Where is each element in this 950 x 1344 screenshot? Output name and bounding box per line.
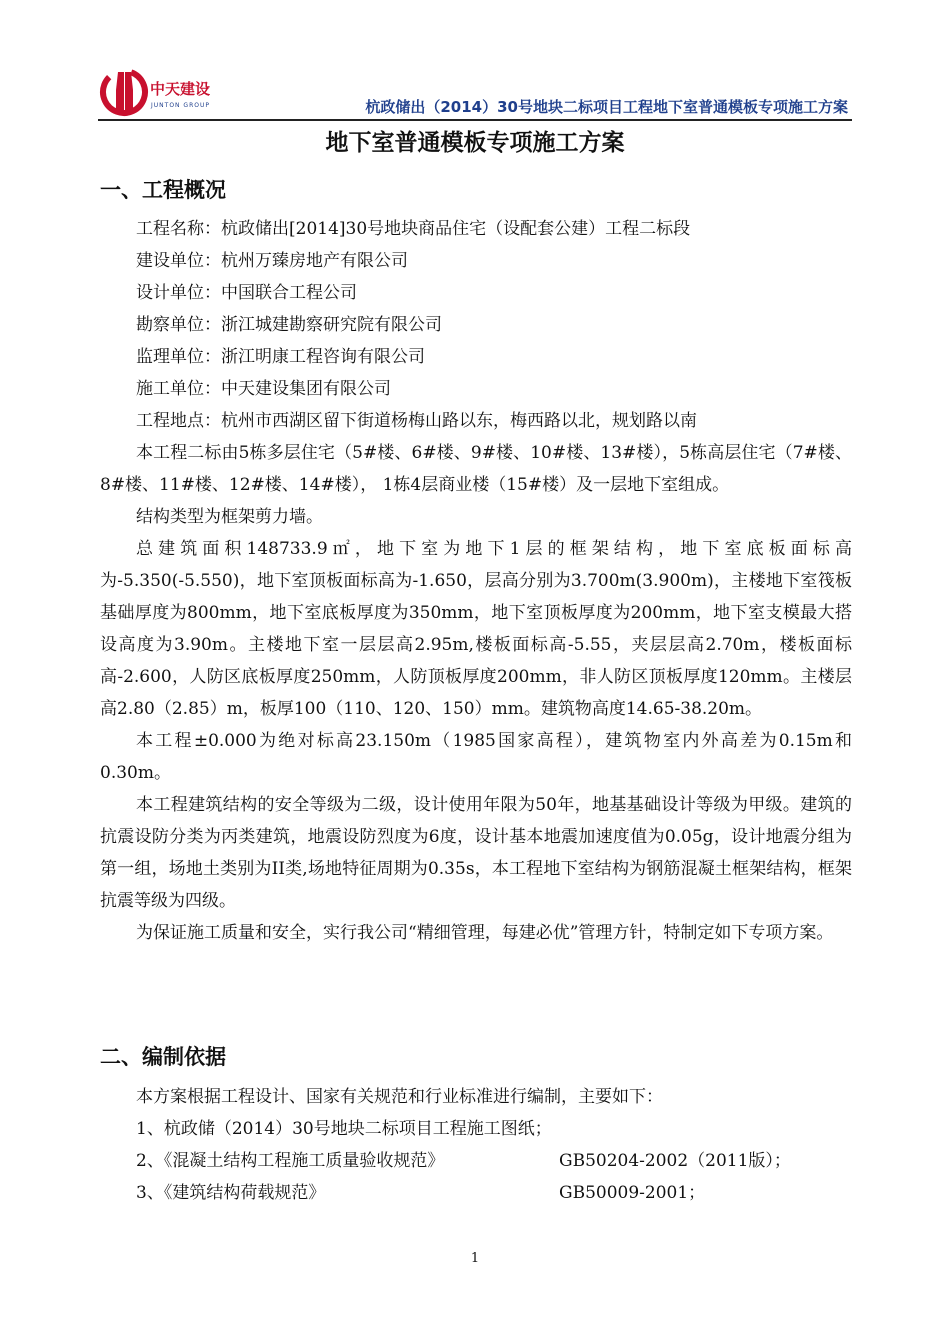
reference-title: 2、《混凝土结构工程施工质量验收规范》 [136, 1151, 445, 1171]
company-logo [98, 64, 238, 120]
page-number: 1 [470, 1251, 480, 1266]
reference-code: GB50204-2002（2011版）； [559, 1151, 791, 1171]
compilation-basis-body [100, 1081, 852, 1209]
paragraph-elevation: 本工程±0.000为绝对标高23.150m（1985国家高程），建筑物室内外高差为0.15m和0.30m。 [100, 731, 852, 783]
reference-item-3 [100, 1177, 852, 1209]
page-header [98, 62, 852, 122]
paragraph-dimensions: 总建筑面积148733.9㎡，地下室为地下1层的框架结构，地下室底板面标高为-5.350(-5.550)，地下室顶板面标高为-1.650，层高分别为3.700m(3.900m)，主楼地下室筏板基础厚度为800mm，地下室底板厚度为350mm，地下室顶板厚度为200mm，地下室支模最大搭设高度为3.90m。主楼地下室一层层高2.95m,楼板面标高-5.55，夹层层高2.70m，楼板面标高-2.600，人防区底板厚度250mm，人防顶板厚度200mm，非人防区顶板厚度120mm。主楼层高2.80（2.85）m，板厚100（110、120、150）mm。建筑物高度14.65-38.20m。 [100, 539, 852, 719]
header-divider [98, 119, 852, 121]
section-heading-overview: 一、工程概况 [100, 178, 226, 202]
basis-intro: 本方案根据工程设计、国家有关规范和行业标准进行编制，主要如下： [136, 1087, 663, 1107]
section-heading-basis: 二、编制依据 [100, 1045, 226, 1069]
info-client: 建设单位：杭州万臻房地产有限公司 [136, 251, 408, 271]
paragraph-safety-grade: 本工程建筑结构的安全等级为二级，设计使用年限为50年，地基基础设计等级为甲级。建筑的抗震设防分类为丙类建筑，地震设防烈度为6度，设计基本地震加速度值为0.05g，设计地震分组为第一组，场地土类别为II类,场地特征周期为0.35s，本工程地下室结构为钢筋混凝土框架结构，框架抗震等级为四级。 [100, 795, 852, 911]
reference-code: GB50009-2001； [559, 1183, 706, 1203]
info-supervisor: 监理单位：浙江明康工程咨询有限公司 [136, 347, 425, 367]
logo-english-name: JUNTON GROUP [151, 102, 210, 109]
paragraph-composition: 本工程二标由5栋多层住宅（5#楼、6#楼、9#楼、10#楼、13#楼），5栋高层住宅（7#楼、8#楼、11#楼、12#楼、14#楼）， 1栋4层商业楼（15#楼）及一层地下室组成。 [100, 443, 852, 495]
logo-chinese-name: 中天建设 [150, 80, 211, 98]
reference-item-2 [100, 1145, 852, 1177]
project-overview-body [100, 213, 852, 949]
paragraph-policy: 为保证施工质量和安全，实行我公司“精细管理，每建必优”管理方针，特制定如下专项方案。 [136, 923, 834, 943]
info-location: 工程地点：杭州市西湖区留下街道杨梅山路以东，梅西路以北，规划路以南 [136, 411, 697, 431]
info-surveyor: 勘察单位：浙江城建勘察研究院有限公司 [136, 315, 442, 335]
reference-title: 3、《建筑结构荷载规范》 [136, 1183, 326, 1203]
document-title: 地下室普通模板专项施工方案 [325, 130, 625, 156]
reference-item-1: 1、杭政储（2014）30号地块二标项目工程施工图纸； [136, 1119, 552, 1139]
running-header-title: 杭政储出（2014）30号地块二标项目工程地下室普通模板专项施工方案 [365, 98, 848, 116]
info-project-name: 工程名称：杭政储出[2014]30号地块商品住宅（设配套公建）工程二标段 [136, 219, 691, 239]
info-designer: 设计单位：中国联合工程公司 [136, 283, 357, 303]
paragraph-structure-type: 结构类型为框架剪力墙。 [136, 507, 323, 527]
info-contractor: 施工单位：中天建设集团有限公司 [136, 379, 391, 399]
